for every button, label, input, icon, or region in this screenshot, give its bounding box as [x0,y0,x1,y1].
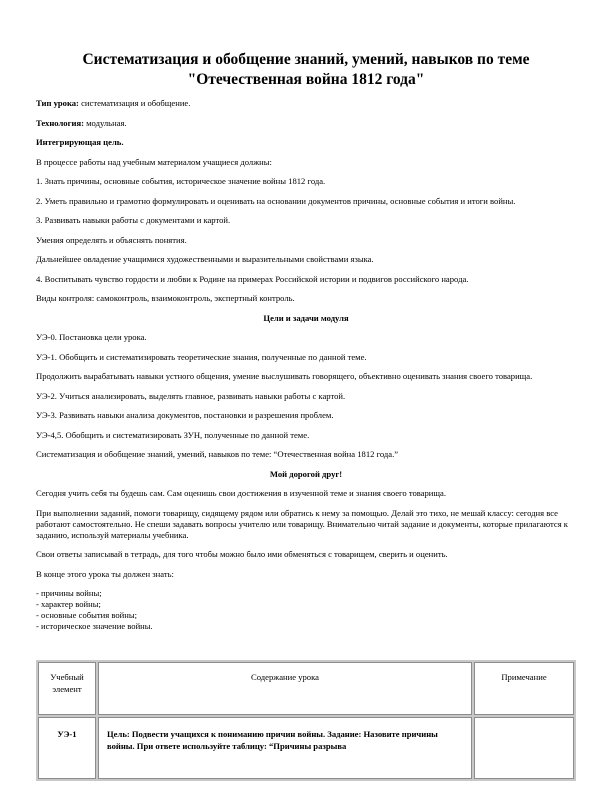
know-list-item: - причины войны; [36,588,102,598]
row-note [474,717,574,779]
title-line-1: Систематизация и обобщение знаний, умений, навыков по теме [82,51,530,68]
lesson-type-label: Тип урока: [36,98,79,108]
know-list-item: - основные события войны; [36,610,137,620]
row-element: УЭ-1 [38,717,96,779]
header-element: Учебный элемент [38,662,96,715]
technology [36,118,576,129]
goal-heading: Интегрирующая цель. [36,137,124,147]
friend-paragraph: Сегодня учить себя ты будешь сам. Сам оценишь свои достижения в изученной теме и знания своего товарища. [36,488,446,498]
title-line-2: "Отечественная война 1812 года" [187,71,425,88]
goal-item: 2. Уметь правильно и грамотно формулировать и оценивать на основании документов причины, основные события и итоги войны. [36,195,516,206]
goal-item: 1. Знать причины, основные события, историческое значение войны 1812 года. [36,176,326,186]
control-types: Виды контроля: самоконтроль, взаимоконтроль, экспертный контроль. [36,293,295,303]
module-item: Продолжить вырабатывать навыки устного общения, умение выслушивать говорящего, объективно оценивать знания своего товарища. [36,371,533,381]
know-list-item: - характер войны; [36,599,101,609]
intro-paragraph: В процессе работы над учебным материалом учащиеся должны: [36,156,272,167]
technology-label: Технология: [36,117,84,128]
goal-item: Дальнейшее овладение учащимися художественными и выразительными свойствами языка. [36,254,374,264]
know-list-item: - историческое значение войны. [36,621,153,631]
friend-heading: Мой дорогой друг! [269,468,343,479]
lesson-type-value: систематизация и обобщение. [78,98,191,108]
header-content: Содержание урока [98,662,472,715]
friend-paragraph: Свои ответы записывай в тетрадь, для того чтобы можно было ими обменяться с товарищем, сверить и оценить. [36,549,448,559]
goal-item: Умения определять и объяснять понятия. [36,234,187,245]
module-item: УЭ-3. Развивать навыки анализа документов, постановки и разрешения проблем. [36,410,334,420]
lesson-type [36,98,576,109]
module-item: УЭ-4,5. Обобщить и систематизировать ЗУН, полученные по данной теме. [36,429,310,440]
module-heading: Цели и задачи модуля [263,312,349,323]
lesson-table [36,660,576,781]
know-list [36,588,576,632]
row-content: Цель: Подвести учащихся к пониманию причин войны. Задание: Назовите причины войны. При ответе используйте таблицу: “Причины разрыва [98,717,472,779]
technology-value: модульная. [83,117,127,128]
goal-item: 3. Развивать навыки работы с документами и картой. [36,215,231,225]
document-title [40,50,572,90]
table-header-row [38,662,574,715]
document-body [36,98,576,632]
module-item: Систематизация и обобщение знаний, умений, навыков по теме: “Отечественная война 1812 года.” [36,449,399,459]
header-note: Примечание [474,662,574,715]
module-item: УЭ-1. Обобщить и систематизировать теоретические знания, полученные по данной теме. [36,351,367,362]
friend-paragraph: В конце этого урока ты должен знать: [36,568,174,579]
goal-item: 4. Воспитывать чувство гордости и любви к Родине на примерах Российской истории и подвигов российского народа. [36,273,469,284]
module-item: УЭ-2. Учиться анализировать, выделять главное, развивать навыки работы с картой. [36,390,346,401]
table-row [38,717,574,779]
friend-paragraph: При выполнении заданий, помоги товарищу, сидящему рядом или обратись к нему за помощью. Делай это тихо, не мешай классу: сегодня все работают самостоятельно. Не спеши задавать вопросы учителю или товарищу. Внимательно читай задание и документы, которые прилагаются к заданию, используй материалы учебника. [36,507,568,540]
module-item: УЭ-0. Постановка цели урока. [36,332,147,342]
